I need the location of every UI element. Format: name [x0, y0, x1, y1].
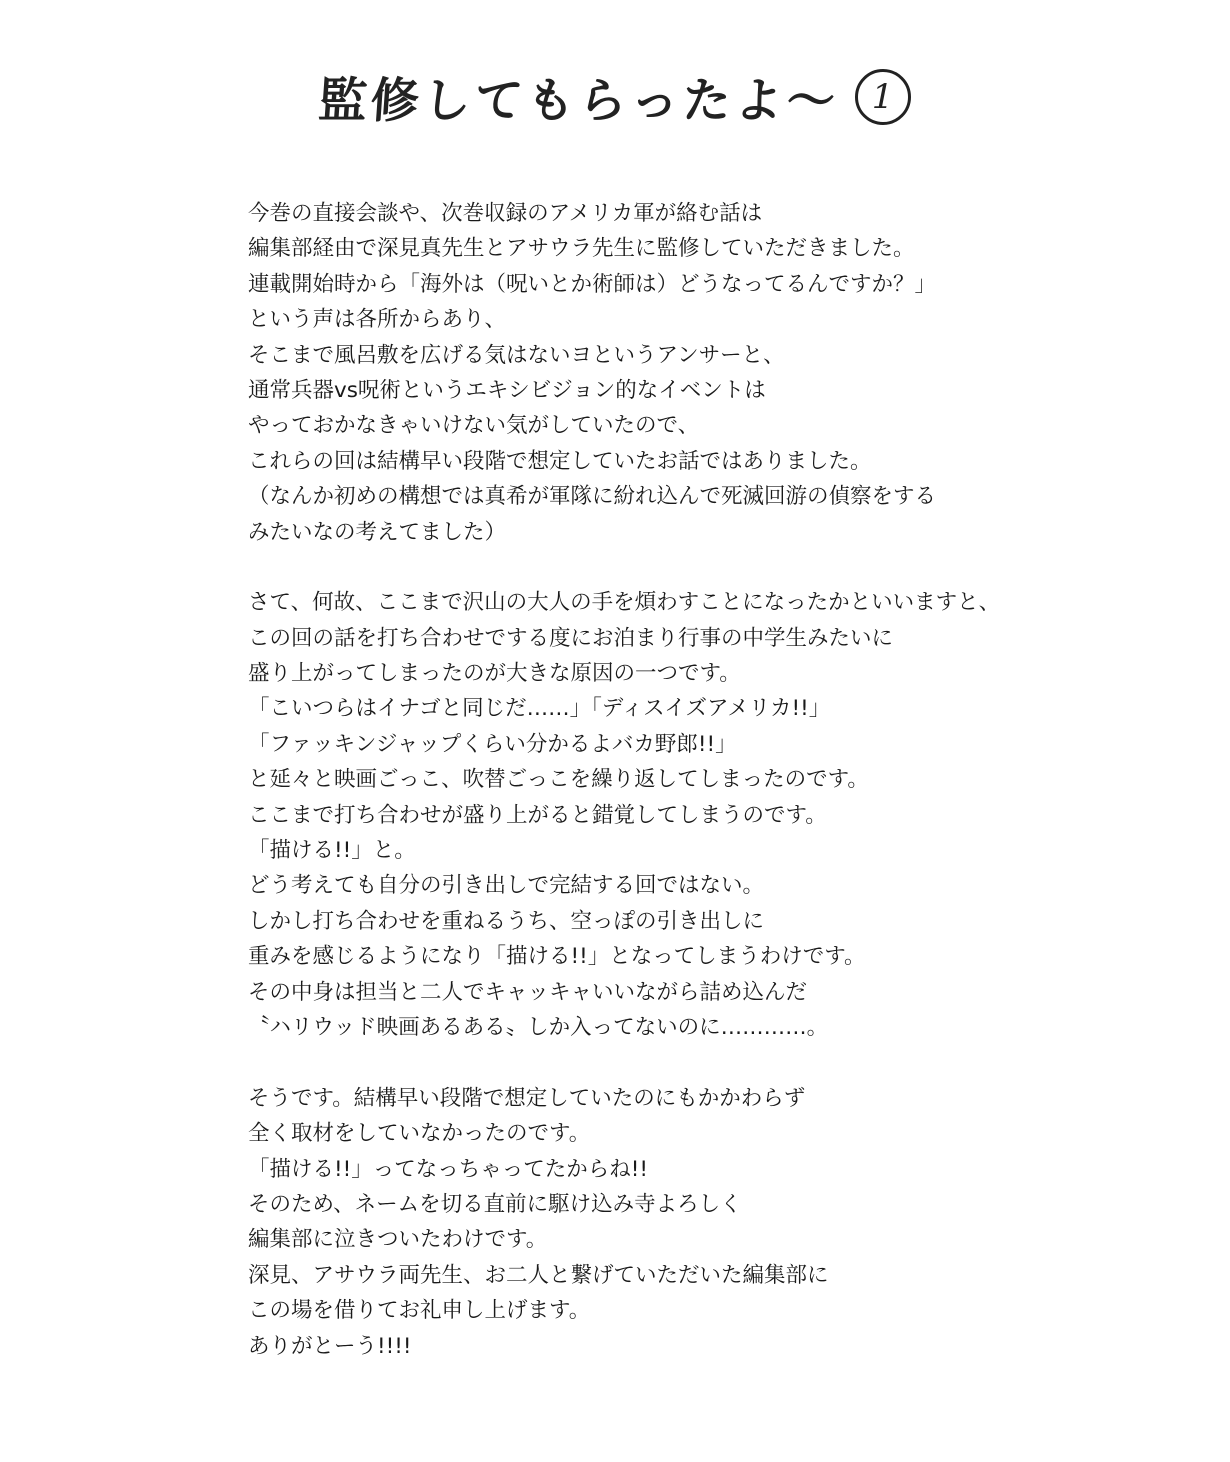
text-line: ありがとーう!!!! [248, 1333, 412, 1359]
paragraph-1 [248, 196, 1208, 550]
text-line: と延々と映画ごっこ、吹替ごっこを繰り返してしまったのです。 [248, 767, 869, 793]
text-line: という声は各所からあり、 [248, 307, 507, 333]
body-text [248, 196, 1208, 1364]
text-line: 今巻の直接会談や、次巻収録のアメリカ軍が絡む話は [248, 201, 763, 226]
paragraph-2 [248, 585, 1208, 1045]
text-line: 編集部経由で深見真先生とアサウラ先生に監修していただきました。 [248, 236, 915, 262]
text-line: 「ファッキンジャップくらい分かるよバカ野郎!!」 [248, 731, 737, 757]
paragraph-gap [248, 550, 1208, 585]
text-line: どう考えても自分の引き出しで完結する回ではない。 [248, 873, 765, 899]
text-line: さて、何故、ここまで沢山の大人の手を煩わすことになったかといいますと、 [248, 590, 1001, 616]
text-line: 連載開始時から「海外は（呪いとか術師は）どうなってるんですか？」 [248, 271, 937, 297]
text-line: この回の話を打ち合わせでする度にお泊まり行事の中学生みたいに [248, 625, 894, 651]
text-line: そこまで風呂敷を広げる気はないヨというアンサーと、 [248, 342, 785, 368]
text-line: この場を借りてお礼申し上げます。 [248, 1298, 591, 1324]
text-line: 「描ける!!」ってなっちゃってたからね!! [248, 1156, 648, 1182]
text-line: ここまで打ち合わせが盛り上がると錯覚してしまうのです。 [248, 802, 827, 828]
text-line: みたいなの考えてました） [248, 519, 507, 545]
text-line: そうです。結構早い段階で想定していたのにもかかわらず [248, 1085, 806, 1111]
page-title [0, 62, 1230, 131]
text-line: （なんか初めの構想では真希が軍隊に紛れ込んで死滅回游の偵察をする [248, 484, 937, 510]
text-line: 編集部に泣きついたわけです。 [248, 1227, 548, 1253]
text-line: 〝ハリウッド映画あるある〟しか入ってないのに…………。 [248, 1014, 829, 1040]
text-line: そのため、ネームを切る直前に駆け込み寺よろしく [248, 1191, 742, 1217]
text-line: 「こいつらはイナゴと同じだ……」「ディスイズアメリカ!!」 [248, 696, 831, 722]
text-line: 盛り上がってしまったのが大きな原因の一つです。 [248, 661, 741, 687]
text-line: やっておかなきゃいけない気がしていたので、 [248, 413, 700, 439]
text-line: しかし打ち合わせを重ねるうち、空っぽの引き出しに [248, 908, 765, 934]
text-line: これらの回は結構早い段階で想定していたお話ではありました。 [248, 448, 872, 474]
text-line: 通常兵器vs呪術というエキシビジョン的なイベントは [248, 377, 766, 403]
text-line: 全く取材をしていなかったのです。 [248, 1121, 591, 1147]
text-line: 重みを感じるようになり「描ける!!」となってしまうわけです。 [248, 944, 866, 970]
text-line: 「描ける!!」と。 [248, 838, 416, 864]
paragraph-3 [248, 1081, 1208, 1364]
text-line: 深見、アサウラ両先生、お二人と繋げていただいた編集部に [248, 1262, 829, 1288]
text-line: その中身は担当と二人でキャッキャいいながら詰め込んだ [248, 979, 808, 1005]
title-text: 監修してもらったよ〜 [317, 73, 842, 129]
paragraph-gap [248, 1045, 1208, 1080]
title-number-badge: 1 [855, 69, 911, 125]
